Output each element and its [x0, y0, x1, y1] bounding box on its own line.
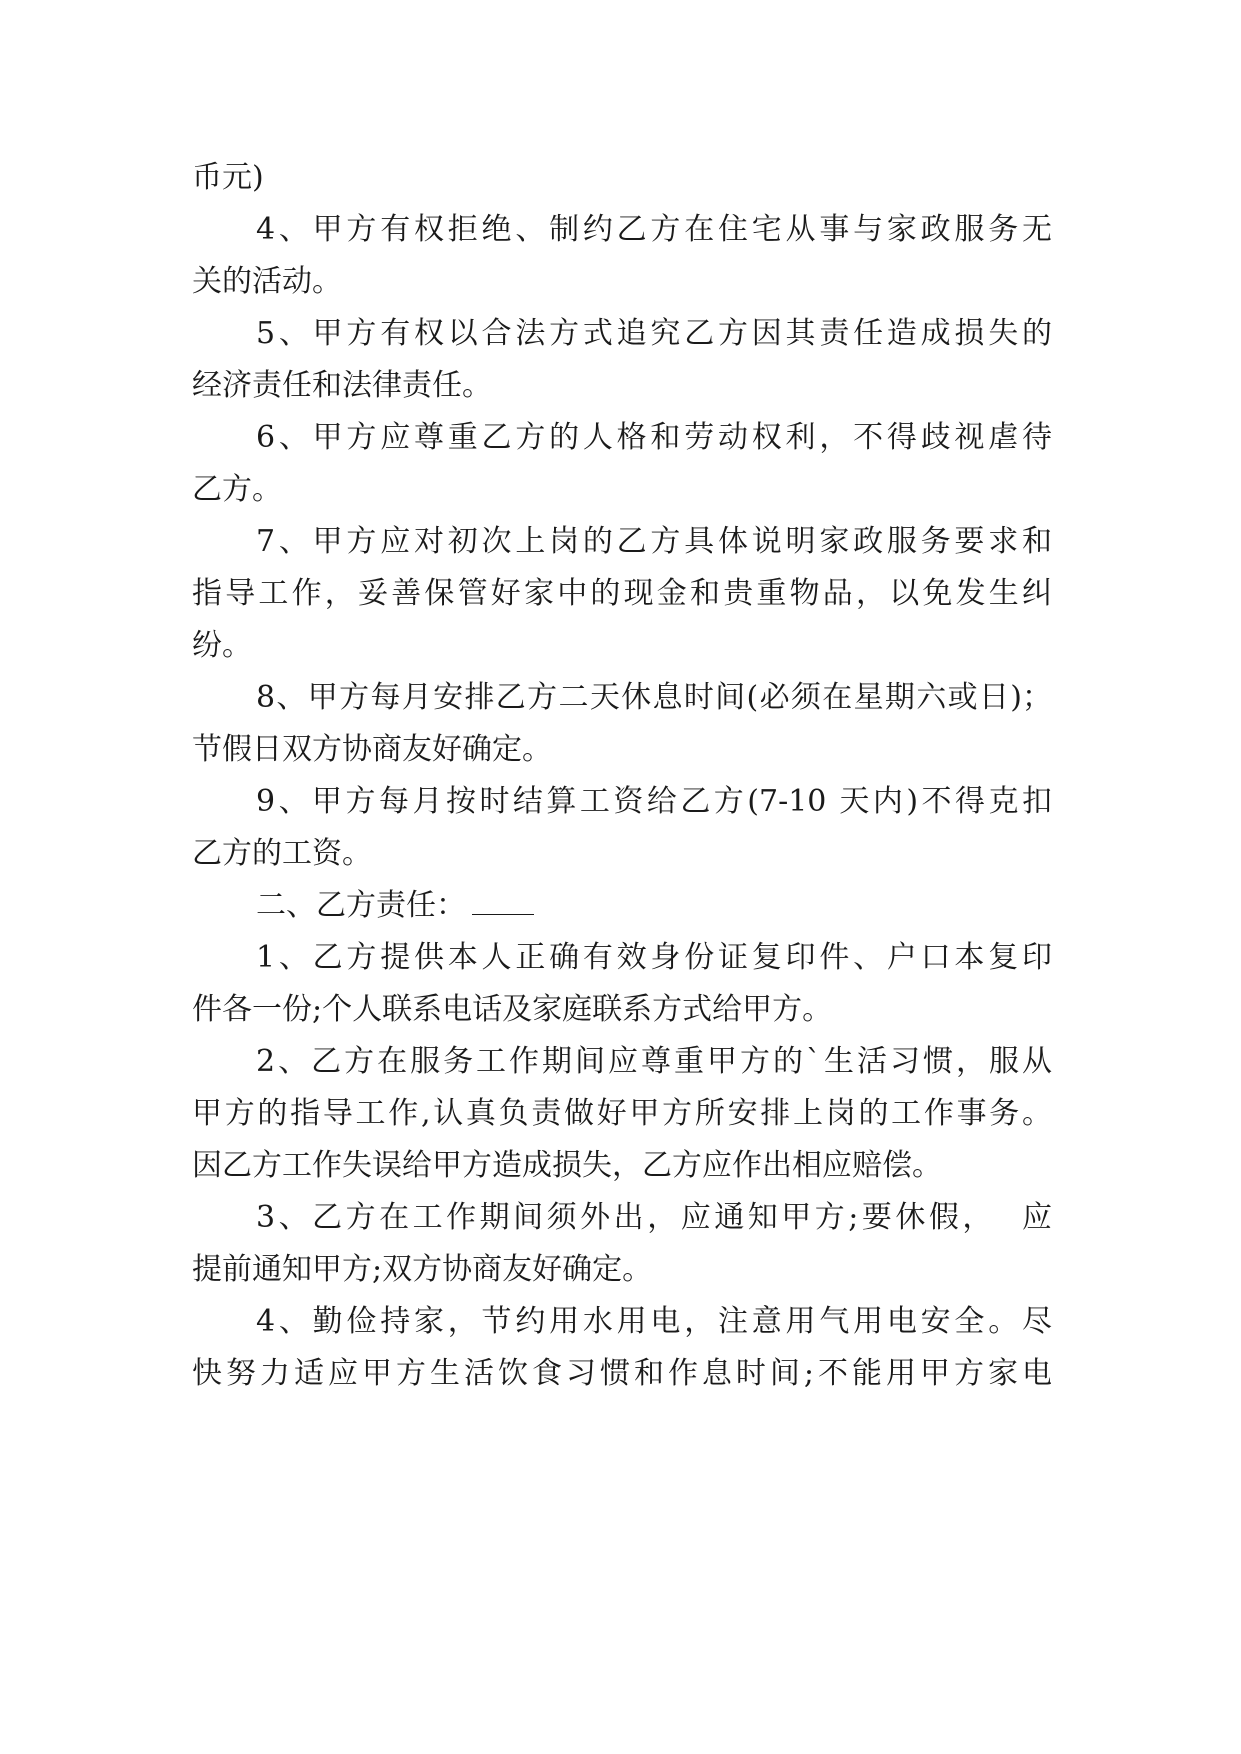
text-line: 经济责任和法律责任。: [192, 368, 492, 403]
text-line: 指导工作，妥善保管好家中的现金和贵重物品，以免发生纠: [192, 576, 1052, 611]
text-line: 件各一份;个人联系电话及家庭联系方式给甲方。: [192, 992, 833, 1027]
text-line: 乙方。: [192, 472, 282, 507]
text-line: 因乙方工作失误给甲方造成损失，乙方应作出相应赔偿。: [192, 1148, 942, 1183]
text-line: 快努力适应甲方生活饮食习惯和作息时间;不能用甲方家电: [192, 1356, 1052, 1391]
section-heading: 二、乙方责任：: [256, 888, 466, 923]
text-line: 币元): [192, 160, 264, 195]
text-line: 2、乙方在服务工作期间应尊重甲方的`生活习惯，服从: [256, 1044, 1052, 1079]
text-line: 提前通知甲方;双方协商友好确定。: [192, 1252, 653, 1287]
text-line: 4、勤俭持家，节约用水用电，注意用气用电安全。尽: [256, 1304, 1052, 1339]
text-line: 纷。: [192, 628, 252, 663]
text-line: 甲方的指导工作,认真负责做好甲方所安排上岗的工作事务。: [192, 1096, 1052, 1131]
section-heading-line: [256, 886, 534, 926]
text-line: 7、甲方应对初次上岗的乙方具体说明家政服务要求和: [256, 524, 1052, 559]
text-line: 6、甲方应尊重乙方的人格和劳动权利，不得歧视虐待: [256, 420, 1052, 455]
text-line: 9、甲方每月按时结算工资给乙方(7-10 天内)不得克扣: [256, 784, 1052, 819]
text-line: 8、甲方每月安排乙方二天休息时间(必须在星期六或日)；: [256, 680, 1052, 715]
fill-in-blank: [472, 888, 534, 915]
text-line: 乙方的工资。: [192, 836, 372, 871]
text-line: 节假日双方协商友好确定。: [192, 732, 552, 767]
text-line: 5、甲方有权以合法方式追究乙方因其责任造成损失的: [256, 316, 1052, 351]
text-line: 4、甲方有权拒绝、制约乙方在住宅从事与家政服务无: [256, 212, 1052, 247]
text-line: 1、乙方提供本人正确有效身份证复印件、户口本复印: [256, 940, 1052, 975]
text-line: 关的活动。: [192, 264, 342, 299]
text-line: 3、乙方在工作期间须外出，应通知甲方;要休假， 应: [256, 1200, 1052, 1235]
